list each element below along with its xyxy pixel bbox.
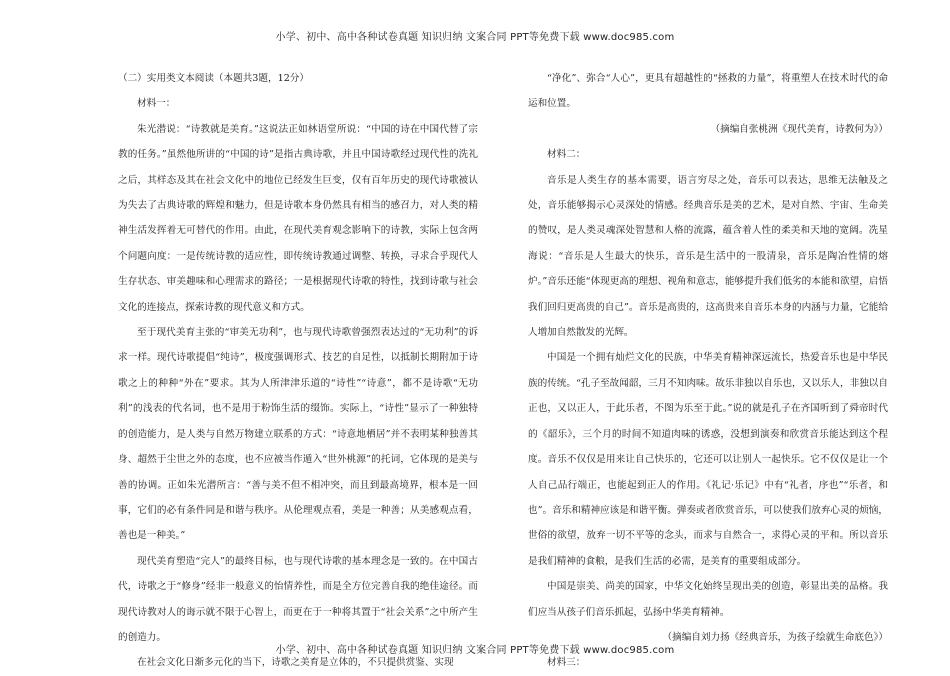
material-3-label: 材料三： [547, 657, 586, 669]
material-2-paragraph: 中国是崇美、尚美的国家，中华文化始终呈现出美的创造，彰显出美的品格。我们应当从孩子们音乐抓起，弘扬中华美育精神。 [528, 581, 888, 618]
footer-banner: 小学、初中、高中各种试卷真题 知识归纳 文案合同 PPT等免费下载 www.doc985.com [275, 645, 675, 656]
right-column [528, 66, 888, 676]
section-heading: （二）实用类文本阅读（本题共3题，12分） [118, 73, 309, 84]
material-1-continuation: “净化”、弥合“人心”，更具有超越性的“拯救的力量”，将重塑人在技术时代的命运和位置。 [528, 73, 888, 110]
material-1-paragraph: 至于现代美育主张的“审美无功利”，也与现代诗歌曾强烈表达过的“无功利”的诉求一样。现代诗歌提倡“纯诗”，极度强调形式、技艺的自足性，以抵制长期附加于诗歌之上的种种“外在”要求。其为人所津津乐道的“诗性”“诗意”，都不是诗歌“无功利”的浅表的代名词，也不是用于粉饰生活的缀饰。实际上，“诗性”显示了一种独特的创造能力，是人类与自然万物建立联系的方式：“诗意地栖居”并不表明某种独善其身、超然于尘世之外的态度，也不应被当作遁入“世外桃源”的托词，它体现的是美与善的协调。正如朱光潜所言：“善与美不但不相冲突，而且到最高境界，根本是一回事，它们的必有条件同是和谐与秩序。从伦理观点看，美是一种善；从美感观点看，善也是一种美。” [118, 327, 478, 542]
material-2-paragraph: 中国是一个拥有灿烂文化的民族，中华美育精神深远流长，热爱音乐也是中华民族的传统。“孔子至故闻韶，三月不知肉味。故乐非独以自乐也，又以乐人，非独以自正也，又以正人，于此乐者，不图为乐至于此。”说的就是孔子在齐国听到了舜帝时代的《韶乐》，三个月的时间不知道肉味的诱惑，没想到演奏和欣赏音乐能达到这个程度。音乐不仅仅是用来让自己快乐的，它还可以让别人一起快乐。它不仅仅是让一个人自己品行端正，也能起到正人的作用。《礼记·乐记》中有“礼者，序也”“乐者，和也”。音乐和精神应该是和谐平衡。弹奏或者欣赏音乐，可以使我们放弃心灵的烦恼，世俗的欲望，放弃一切不平等的念头，而求与自然合一，求得心灵的平和。所以音乐是我们精神的食粮，是我们生活的必需，是美育的重要组成部分。 [528, 352, 888, 567]
header-banner: 小学、初中、高中各种试卷真题 知识归纳 文案合同 PPT等免费下载 www.doc985.com [275, 32, 675, 43]
material-2-paragraph: 音乐是人类生存的基本需要，语言穷尽之处，音乐可以表达，思维无法触及之处，音乐能够揭示心灵深处的情感。经典音乐是美的艺术，是对自然、宇宙、生命美的赞叹，是人类灵魂深处智慧和人格的流露，蕴含着人性的柔美和天地的宽阔。冼星海说：“音乐是人生最大的快乐，音乐是生活中的一股清泉，音乐是陶冶性情的熔炉。”音乐还能“体现更高的理想、视角和意志，能够提升我们低劣的本能和欲望，启悟我们回归更高贵的自己”。音乐是高贵的，这高贵来自音乐本身的内涵与力量，它能给人增加自然散发的光辉。 [528, 174, 888, 339]
material-1-paragraph: 朱光潜说：“诗教就是美育。”这说法正如林语堂所说：“中国的诗在中国代替了宗教的任务。”虽然他所讲的“中国的诗”是指古典诗歌，并且中国诗歌经过现代性的洗礼之后，其样态及其在社会文化中的地位已经发生巨变，仅有百年历史的现代诗歌被认为失去了古典诗歌的辉煌和魅力，但是诗歌本身仍然具有相当的感召力，对人类的精神生活发挥着无可替代的作用。由此，在现代美育观念影响下的诗教，实际上包含两个问题向度：一是传统诗教的适应性，即传统诗教通过调整、转换，寻求合乎现代人生存状态、审美趣味和心理需求的路径；一是根据现代诗歌的特性，找到诗歌与社会文化的连接点，探索诗教的现代意义和方式。 [118, 123, 478, 313]
material-1-label: 材料一： [137, 98, 176, 110]
left-column [118, 66, 478, 676]
material-1-paragraph: 在社会文化日渐多元化的当下，诗歌之美育是立体的，不只提供赏鉴、实现 [137, 657, 454, 669]
material-2-label: 材料二： [547, 149, 586, 161]
material-1-paragraph: 现代美育塑造“完人”的最终目标，也与现代诗歌的基本理念是一致的。在中国古代，诗歌之于“修身”经非一般意义的怡情养性，而是全方位完善自我的绝佳途径。而现代诗教对人的诲示就不限于心智上，而更在于一种将其置于“社会关系”之中所产生的创造力。 [118, 555, 478, 643]
material-1-source: （摘编自张桃洲《现代美育，诗教何为》） [710, 123, 888, 135]
material-2-source: （摘编自刘力扬《经典音乐，为孩子绘就生命底色》） [662, 631, 888, 643]
